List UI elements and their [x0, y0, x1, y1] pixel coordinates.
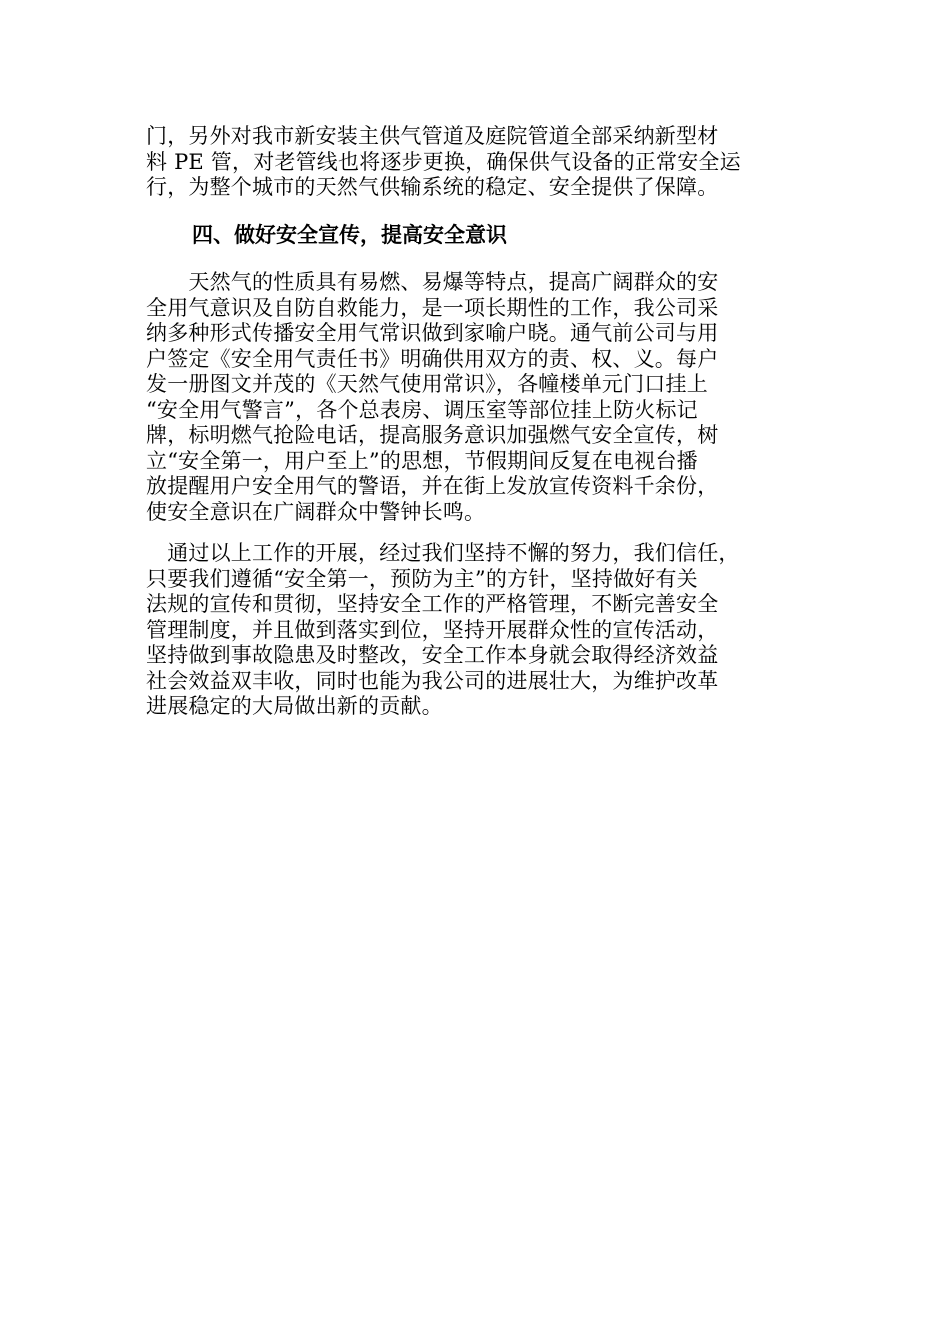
text-line: 使安全意识在广阔群众中警钟长鸣。	[146, 499, 486, 524]
text-line: “安全用气警言”，各个总表房、调压室等部位挂上防火标记	[146, 397, 698, 422]
text-line: 社会效益双丰收，同时也能为我公司的进展壮大，为维护改革	[146, 668, 719, 693]
text-line: 牌，标明燃气抢险电话，提高服务意识加强燃气安全宣传，树	[146, 423, 719, 447]
text-line: 只要我们遵循“安全第一，预防为主”的方针，坚持做好有关	[146, 566, 698, 591]
text-line: 坚持做到事故隐患及时整改，安全工作本身就会取得经济效益	[146, 643, 719, 667]
text-line: 全用气意识及自防自救能力，是一项长期性的工作，我公司采	[146, 295, 719, 320]
text-line: 法规的宣传和贯彻，坚持安全工作的严格管理，不断完善安全	[146, 592, 719, 616]
text-line: 放提醒用户安全用气的警语，并在街上发放宣传资料千余份，	[146, 474, 719, 498]
text-line: 管理制度，并且做到落实到位，坚持开展群众性的宣传活动，	[146, 617, 719, 642]
text-line: 立“安全第一，用户至上”的思想，节假期间反复在电视台播	[146, 448, 698, 473]
text-line: 纳多种形式传播安全用气常识做到家喻户晓。通气前公司与用	[146, 321, 719, 345]
text-line: 行，为整个城市的天然气供输系统的稳定、安全提供了保障。	[146, 175, 719, 199]
text-line: 通过以上工作的开展，经过我们坚持不懈的努力，我们信任，	[146, 541, 740, 565]
paragraph-safety-publicity	[146, 270, 826, 525]
paragraph-conclusion	[146, 541, 826, 720]
section-heading: 四、做好安全宣传，提高安全意识	[192, 223, 507, 247]
text-line: 户签定《安全用气责任书》明确供用双方的责、权、义。每户	[146, 346, 719, 371]
text-line: 进展稳定的大局做出新的贡献。	[146, 694, 443, 718]
text-line: 发一册图文并茂的《天然气使用常识》，各幢楼单元门口挂上	[146, 372, 708, 396]
text-line: 料 PE 管，对老管线也将逐步更换，确保供气设备的正常安全运	[146, 149, 741, 174]
text-line: 天然气的性质具有易燃、易爆等特点，提高广阔群众的安	[146, 270, 719, 294]
paragraph-pipeline-upgrade	[146, 124, 826, 201]
text-line: 门，另外对我市新安装主供气管道及庭院管道全部采纳新型材	[146, 124, 719, 148]
